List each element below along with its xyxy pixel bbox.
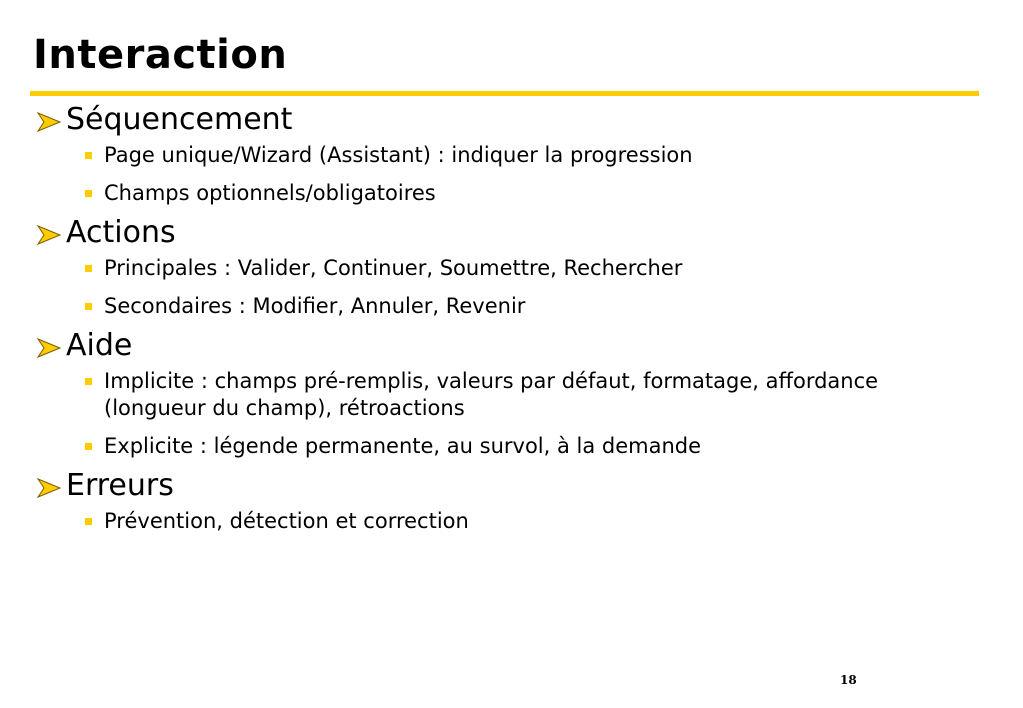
section-heading-label: Erreurs [66,468,174,503]
list-item-text: Explicite : légende permanente, au survol, à la demande [104,434,702,458]
square-bullet-icon [85,518,92,525]
list-item [36,142,986,169]
list-item-text: Secondaires : Modifier, Annuler, Revenir [104,294,526,318]
section-heading-label: Aide [66,328,133,363]
list-item-text: Champs optionnels/obligatoires [104,181,436,205]
title-underline [30,91,979,96]
section-heading-erreurs [36,468,986,504]
list-item [36,293,986,320]
slide-body [36,102,986,535]
list-item-text: Implicite : champs pré-remplis, valeurs par défaut, formatage, affordance (longueur du champ), rétroactions [104,369,879,420]
arrow-bullet-icon [36,111,62,133]
list-item [36,508,986,535]
section-heading-sequencement [36,102,986,138]
square-bullet-icon [85,303,92,310]
section-heading-aide [36,328,986,364]
list-item [36,180,986,207]
arrow-bullet-icon [36,337,62,359]
list-item-text: Page unique/Wizard (Assistant) : indiquer la progression [104,143,693,167]
square-bullet-icon [85,443,92,450]
square-bullet-icon [85,378,92,385]
square-bullet-icon [85,152,92,159]
slide-title: Interaction [33,32,288,78]
list-item [36,368,986,422]
list-item-text: Principales : Valider, Continuer, Soumettre, Rechercher [104,256,683,280]
square-bullet-icon [85,265,92,272]
list-item-text: Prévention, détection et correction [104,509,469,533]
section-heading-label: Séquencement [66,102,293,137]
list-item [36,433,986,460]
page-number: 18 [840,673,857,687]
section-heading-actions [36,215,986,251]
arrow-bullet-icon [36,477,62,499]
arrow-bullet-icon [36,224,62,246]
square-bullet-icon [85,190,92,197]
list-item [36,255,986,282]
section-heading-label: Actions [66,215,176,250]
